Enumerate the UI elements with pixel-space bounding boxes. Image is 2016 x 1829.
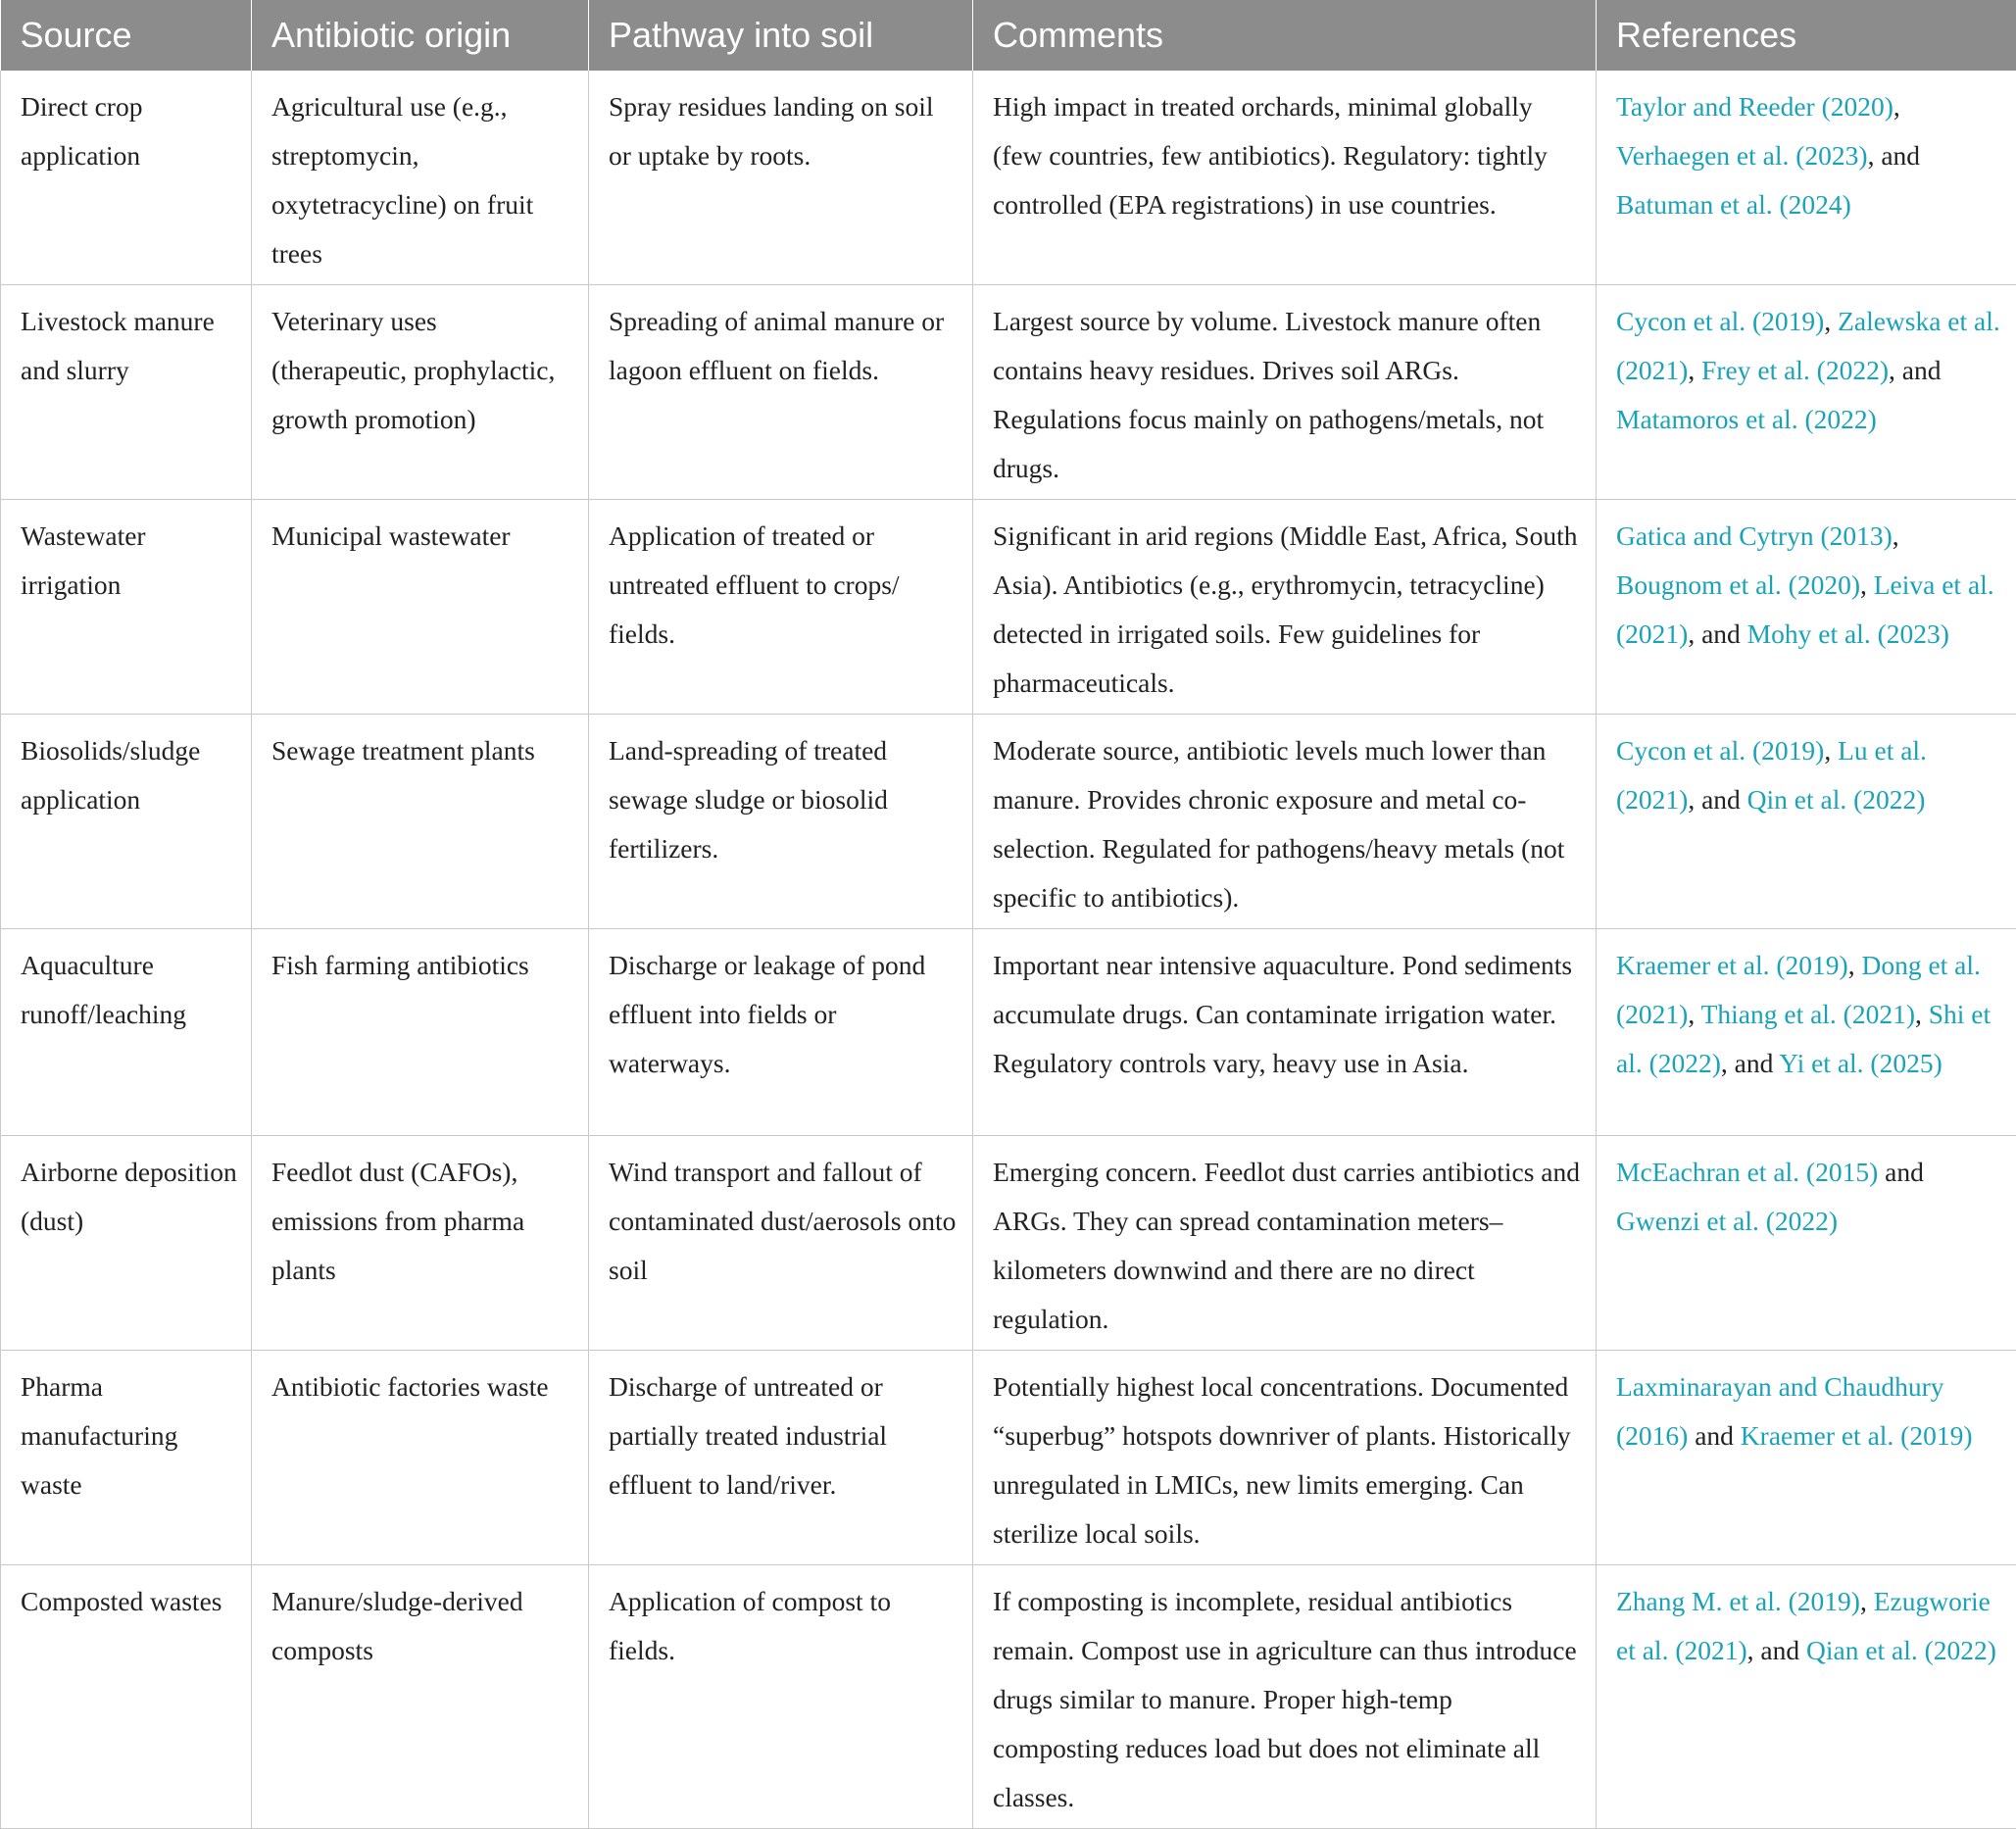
reference-link[interactable]: Lu et al. (2021) (1616, 735, 1927, 815)
cell-references (1597, 715, 2016, 929)
cell-references (1597, 929, 2016, 1136)
reference-link[interactable]: Yi et al. (2025) (1779, 1048, 1942, 1078)
table-row (1, 929, 2016, 1136)
cell-pathway: Spreading of animal manure or lagoon effluent on fields. (589, 285, 973, 500)
reference-link[interactable]: Taylor and Reeder (2020) (1616, 91, 1893, 122)
reference-link[interactable]: Dong et al. (2021) (1616, 950, 1981, 1029)
reference-separator: , (1688, 999, 1700, 1029)
reference-link[interactable]: Cycon et al. (2019) (1616, 306, 1824, 336)
cell-comments: Largest source by volume. Livestock manure often contains heavy residues. Drives soil ARGs. Regulations focus mainly on pathogens/metals, not drugs. (973, 285, 1597, 500)
cell-origin: Feedlot dust (CAFOs), emissions from pharma plants (252, 1136, 589, 1351)
reference-link[interactable]: Leiva et al. (2021) (1616, 569, 1994, 649)
cell-comments: Emerging concern. Feedlot dust carries antibiotics and ARGs. They can spread contamination meters–kilometers downwind and there are no direct regulation. (973, 1136, 1597, 1351)
reference-link[interactable]: Shi et al. (2022) (1616, 999, 1991, 1078)
cell-pathway: Wind transport and fallout of contaminated dust/aerosols onto soil (589, 1136, 973, 1351)
reference-link[interactable]: Matamoros et al. (2022) (1616, 404, 1877, 434)
reference-link[interactable]: Zhang M. et al. (2019) (1616, 1586, 1860, 1616)
cell-origin: Veterinary uses (therapeutic, prophylactic, growth promotion) (252, 285, 589, 500)
reference-link[interactable]: Thiang et al. (2021) (1701, 999, 1915, 1029)
reference-link[interactable]: Kraemer et al. (2019) (1741, 1420, 1973, 1451)
reference-separator: , and (1889, 355, 1941, 385)
reference-link[interactable]: Frey et al. (2022) (1701, 355, 1889, 385)
cell-references (1597, 1565, 2016, 1829)
cell-comments: High impact in treated orchards, minimal globally (few countries, few antibiotics). Regulatory: tightly controlled (EPA registrations) in use countries. (973, 71, 1597, 285)
cell-references (1597, 285, 2016, 500)
reference-separator: , (1860, 1586, 1874, 1616)
reference-separator: , (1848, 950, 1862, 980)
header-source: Source (1, 0, 252, 71)
table-row (1, 71, 2016, 285)
cell-references (1597, 500, 2016, 715)
table-row (1, 1351, 2016, 1565)
reference-separator: , and (1688, 618, 1746, 649)
cell-references (1597, 1136, 2016, 1351)
table-row (1, 1136, 2016, 1351)
reference-link[interactable]: Batuman et al. (2024) (1616, 189, 1851, 220)
cell-pathway: Application of treated or untreated effluent to crops/ fields. (589, 500, 973, 715)
cell-origin: Manure/sludge-derived composts (252, 1565, 589, 1829)
table-row (1, 1565, 2016, 1829)
reference-separator: , (1824, 306, 1838, 336)
cell-pathway: Discharge or leakage of pond effluent into fields or waterways. (589, 929, 973, 1136)
header-antibiotic-origin: Antibiotic origin (252, 0, 589, 71)
cell-pathway: Spray residues landing on soil or uptake by roots. (589, 71, 973, 285)
reference-link[interactable]: Qin et al. (2022) (1747, 784, 1926, 815)
cell-comments: Moderate source, antibiotic levels much lower than manure. Provides chronic exposure and metal co-selection. Regulated for pathogens/heavy metals (not specific to antibiotics). (973, 715, 1597, 929)
cell-origin: Fish farming antibiotics (252, 929, 589, 1136)
reference-link[interactable]: Bougnom et al. (2020) (1616, 569, 1860, 600)
cell-source: Wastewater irrigation (1, 500, 252, 715)
reference-separator: , (1893, 520, 1899, 551)
cell-source: Aquaculture runoff/leaching (1, 929, 252, 1136)
header-references: References (1597, 0, 2016, 71)
header-row (1, 0, 2016, 71)
cell-source: Composted wastes (1, 1565, 252, 1829)
reference-link[interactable]: Kraemer et al. (2019) (1616, 950, 1848, 980)
cell-pathway: Land-spreading of treated sewage sludge or biosolid fertilizers. (589, 715, 973, 929)
cell-source: Airborne deposition (dust) (1, 1136, 252, 1351)
cell-source: Biosolids/sludge application (1, 715, 252, 929)
table-row (1, 715, 2016, 929)
reference-link[interactable]: Zalewska et al. (2021) (1616, 306, 2000, 385)
cell-origin: Municipal wastewater (252, 500, 589, 715)
cell-origin: Sewage treatment plants (252, 715, 589, 929)
table-row (1, 285, 2016, 500)
table-header (1, 0, 2016, 71)
reference-separator: , (1824, 735, 1838, 766)
cell-pathway: Application of compost to fields. (589, 1565, 973, 1829)
cell-comments: Potentially highest local concentrations. Documented “superbug” hotspots downriver of plants. Historically unregulated in LMICs, new limits emerging. Can sterilize local soils. (973, 1351, 1597, 1565)
reference-link[interactable]: Gatica and Cytryn (2013) (1616, 520, 1893, 551)
reference-link[interactable]: Qian et al. (2022) (1806, 1635, 1996, 1665)
reference-separator: , (1688, 355, 1701, 385)
cell-source: Livestock manure and slurry (1, 285, 252, 500)
reference-link[interactable]: Laxminarayan and Chaudhury (2016) (1616, 1371, 1943, 1451)
cell-comments: Significant in arid regions (Middle East, Africa, South Asia). Antibiotics (e.g., erythromycin, tetracycline) detected in irrigated soils. Few guidelines for pharmaceuticals. (973, 500, 1597, 715)
reference-separator: and (1688, 1420, 1740, 1451)
table-body (1, 71, 2016, 1829)
header-pathway: Pathway into soil (589, 0, 973, 71)
reference-separator: , and (1688, 784, 1746, 815)
cell-source: Pharma manufacturing waste (1, 1351, 252, 1565)
cell-references (1597, 1351, 2016, 1565)
reference-separator: , and (1747, 1635, 1806, 1665)
reference-separator: , and (1721, 1048, 1779, 1078)
reference-link[interactable]: Ezugworie et al. (2021) (1616, 1586, 1991, 1665)
cell-comments: Important near intensive aquaculture. Pond sediments accumulate drugs. Can contaminate irrigation water. Regulatory controls vary, heavy use in Asia. (973, 929, 1597, 1136)
reference-separator: and (1878, 1157, 1924, 1187)
reference-link[interactable]: Mohy et al. (2023) (1747, 618, 1949, 649)
cell-origin: Agricultural use (e.g., streptomycin, oxytetracycline) on fruit trees (252, 71, 589, 285)
reference-link[interactable]: Cycon et al. (2019) (1616, 735, 1824, 766)
cell-source: Direct crop application (1, 71, 252, 285)
reference-link[interactable]: Gwenzi et al. (2022) (1616, 1206, 1838, 1236)
reference-separator: , (1915, 999, 1929, 1029)
header-comments: Comments (973, 0, 1597, 71)
table-row (1, 500, 2016, 715)
reference-link[interactable]: Verhaegen et al. (2023) (1616, 140, 1868, 171)
reference-separator: , and (1868, 140, 1920, 171)
cell-comments: If composting is incomplete, residual antibiotics remain. Compost use in agriculture can thus introduce drugs similar to manure. Proper high-temp composting reduces load but does not eliminate all classes. (973, 1565, 1597, 1829)
cell-origin: Antibiotic factories waste (252, 1351, 589, 1565)
reference-separator: , (1860, 569, 1874, 600)
reference-separator: , (1893, 91, 1900, 122)
reference-link[interactable]: McEachran et al. (2015) (1616, 1157, 1878, 1187)
cell-references (1597, 71, 2016, 285)
cell-pathway: Discharge of untreated or partially treated industrial effluent to land/river. (589, 1351, 973, 1565)
